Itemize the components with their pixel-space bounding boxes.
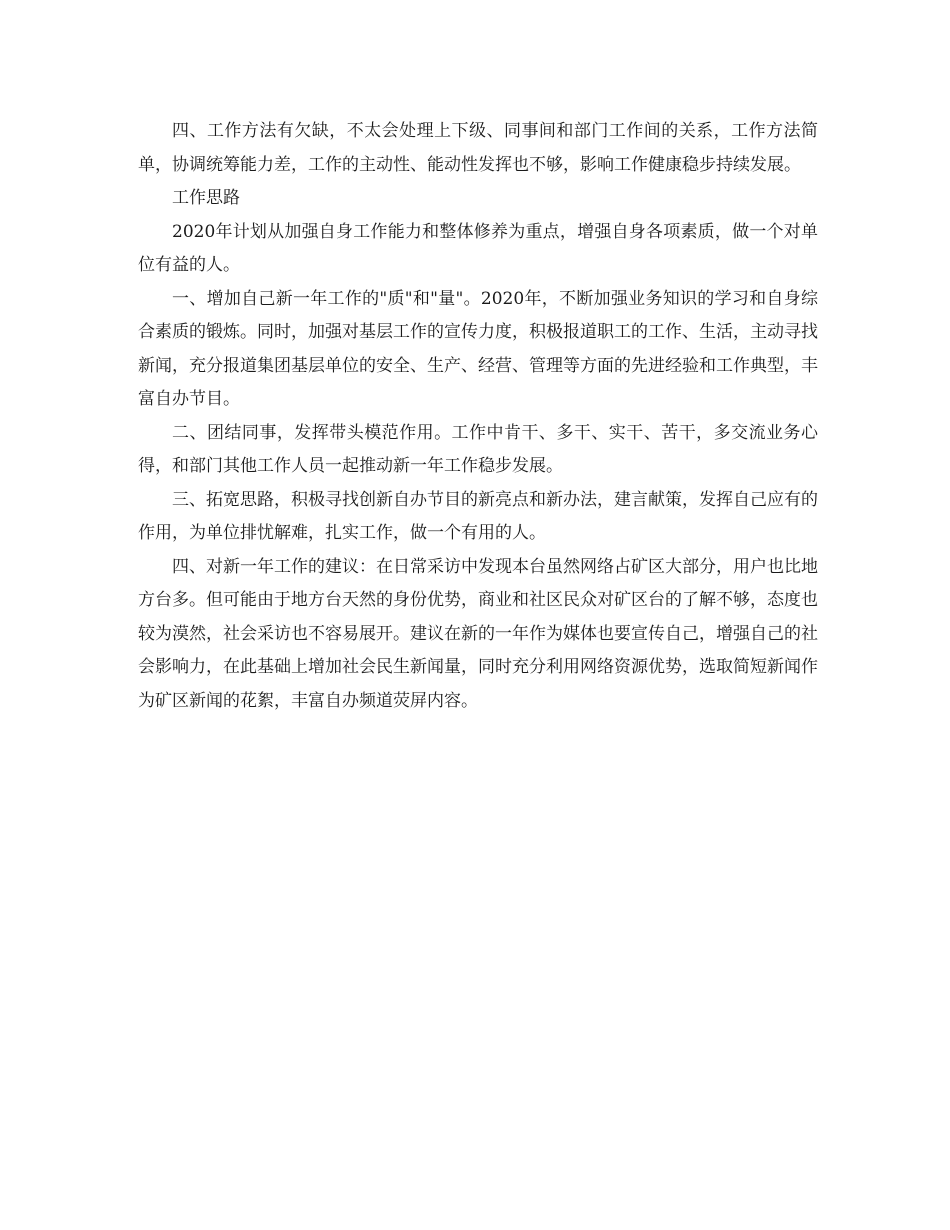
paragraph-work-method-shortcoming: 四、工作方法有欠缺，不太会处理上下级、同事间和部门工作间的关系，工作方法简单，协调统筹能力差，工作的主动性、能动性发挥也不够，影响工作健康稳步持续发展。 <box>138 121 818 175</box>
paragraph-item-four-suggestion: 四、对新一年工作的建议：在日常采访中发现本台虽然网络占矿区大部分，用户也比地方台多。但可能由于地方台天然的身份优势，商业和社区民众对矿区台的了解不够，态度也较为漠然，社会采访也不容易展开。建议在新的一年作为媒体也要宣传自己，增强自己的社会影响力，在此基础上增加社会民生新闻量，同时充分利用网络资源优势，选取简短新闻作为矿区新闻的花絮，丰富自办频道荧屏内容。 <box>138 556 818 711</box>
paragraph-2020-plan: 2020年计划从加强自身工作能力和整体修养为重点，增强自身各项素质，做一个对单位有益的人。 <box>138 221 818 275</box>
paragraph-item-three: 三、拓宽思路，积极寻找创新自办节目的新亮点和新办法，建言献策，发挥自己应有的作用，为单位排忧解难，扎实工作，做一个有用的人。 <box>138 489 818 543</box>
document-body <box>138 115 818 718</box>
section-heading-work-ideas: 工作思路 <box>172 188 240 208</box>
paragraph-item-one: 一、增加自己新一年工作的"质"和"量"。2020年，不断加强业务知识的学习和自身综合素质的锻炼。同时，加强对基层工作的宣传力度，积极报道职工的工作、生活，主动寻找新闻，充分报道集团基层单位的安全、生产、经营、管理等方面的先进经验和工作典型，丰富自办节目。 <box>138 288 818 409</box>
paragraph-item-two: 二、团结同事，发挥带头模范作用。工作中肯干、多干、实干、苦干，多交流业务心得，和部门其他工作人员一起推动新一年工作稳步发展。 <box>138 422 818 476</box>
